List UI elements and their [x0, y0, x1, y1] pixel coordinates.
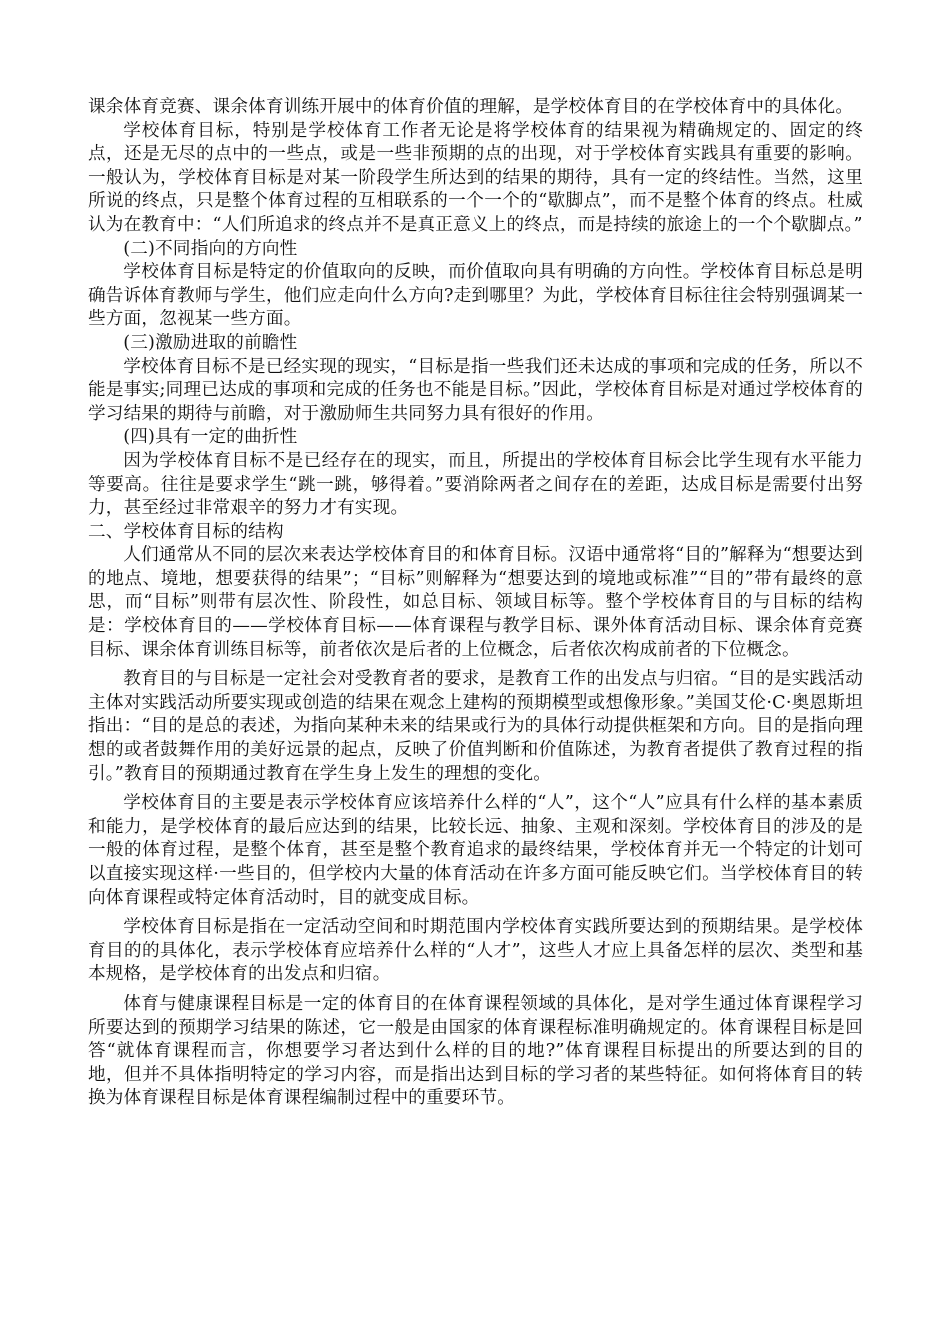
paragraph-body: 体育与健康课程目标是一定的体育目的在体育课程领域的具体化，是对学生通过体育课程学习所要达到的预期学习结果的陈述，它一般是由国家的体育课程标准明确规定的。体育课程目标是回答“就体育课程而言，你想要学习者达到什么样的目的地?”体育课程目标提出的所要达到的目的地，但并不具体指明特定的学习内容，而是指出达到目标的学习者的某些特征。如何将体育目的转换为体育课程目标是体育课程编制过程中的重要环节。 — [88, 993, 863, 1109]
subheading-foresight: (三)激励进取的前瞻性 — [123, 332, 298, 353]
document-page — [88, 96, 863, 1111]
paragraph-body: 学校体育目标是特定的价值取向的反映，而价值取向具有明确的方向性。学校体育目标总是明确告诉体育教师与学生，他们应走向什么方向?走到哪里？为此，学校体育目标往往会特别强调某一些方面，忽视某一些方面。 — [88, 262, 863, 330]
section-heading-structure: 二、学校体育目标的结构 — [88, 521, 284, 542]
subheading-tortuosity: (四)具有一定的曲折性 — [123, 427, 298, 448]
paragraph-body: 学校体育目标是指在一定活动空间和时期范围内学校体育实践所要达到的预期结果。是学校体育目的的具体化，表示学校体育应培养什么样的“人才”，这些人才应上具备怎样的层次、类型和基本规格，是学校体育的出发点和归宿。 — [88, 917, 863, 985]
paragraph-continuation: 课余体育竞赛、课余体育训练开展中的体育价值的理解，是学校体育目的在学校体育中的具体化。 — [88, 97, 854, 117]
paragraph-body: 学校体育目的主要是表示学校体育应该培养什么样的“人”，这个“人”应具有什么样的基本素质和能力，是学校体育的最后应达到的结果，比较长远、抽象、主观和深刻。学校体育目的涉及的是一般的体育过程，是整个体育，甚至是整个教育追求的最终结果，学校体育并无一个特定的计划可以直接实现这样·一些目的，但学校内大量的体育活动在许多方面可能反映它们。当学校体育目的转向体育课程或特定体育活动时，目的就变成目标。 — [88, 793, 863, 908]
paragraph-body: 学校体育目标不是已经实现的现实，“目标是指一些我们还未达成的事项和完成的任务，所以不能是事实;同理已达成的事项和完成的任务也不能是目标。”因此，学校体育目标是对通过学校体育的学习结果的期待与前瞻，对于激励师生共同努力具有很好的作用。 — [88, 356, 863, 424]
paragraph-body: 因为学校体育目标不是已经存在的现实，而且，所提出的学校体育目标会比学生现有水平能力等要高。往往是要求学生“跳一跳，够得着。”要消除两者之间存在的差距，达成目标是需要付出努力，甚至经过非常艰辛的努力才有实现。 — [88, 450, 863, 519]
paragraph-body: 人们通常从不同的层次来表达学校体育目的和体育目标。汉语中通常将“目的”解释为“想要达到的地点、境地，想要获得的结果”；“目标”则解释为“想要达到的境地或标准”“目的”带有最终的意思，而“目标”则带有层次性、阶段性，如总目标、领域目标等。整个学校体育目的与目标的结构是：学校体育目的——学校体育目标——体育课程与教学目标、课外体育活动目标、课余体育竞赛目标、课余体育训练目标等，前者依次是后者的上位概念，后者依次构成前者的下位概念。 — [88, 545, 863, 660]
subheading-directionality: (二)不同指向的方向性 — [123, 238, 298, 259]
paragraph-body: 教育目的与目标是一定社会对受教育者的要求，是教育工作的出发点与归宿。“目的是实践活动主体对实践活动所要实现或创造的结果在观念上建构的预期模型或想像形象。”美国艾伦·C·奥恩斯坦指出：“目的是总的表述，为指向某种未来的结果或行为的具体行动提供框架和方向。目的是指向理想的或者鼓舞作用的美好远景的起点，反映了价值判断和价值陈述，为教育者提供了教育过程的指引。”教育目的预期通过教育在学生身上发生的理想的变化。 — [88, 669, 863, 784]
paragraph-body: 学校体育目标，特别是学校体育工作者无论是将学校体育的结果视为精确规定的、固定的终点，还是无尽的点中的一些点，或是一些非预期的点的出现，对于学校体育实践具有重要的影响。一般认为，学校体育目标是对某一阶段学生所达到的结果的期待，具有一定的终结性。当然，这里所说的终点，只是整个体育过程的互相联系的一个一个的“歇脚点”，而不是整个体育的终点。杜威认为在教育中：“人们所追求的终点并不是真正意义上的终点，而是持续的旅途上的一个个歇脚点。” — [88, 120, 863, 235]
